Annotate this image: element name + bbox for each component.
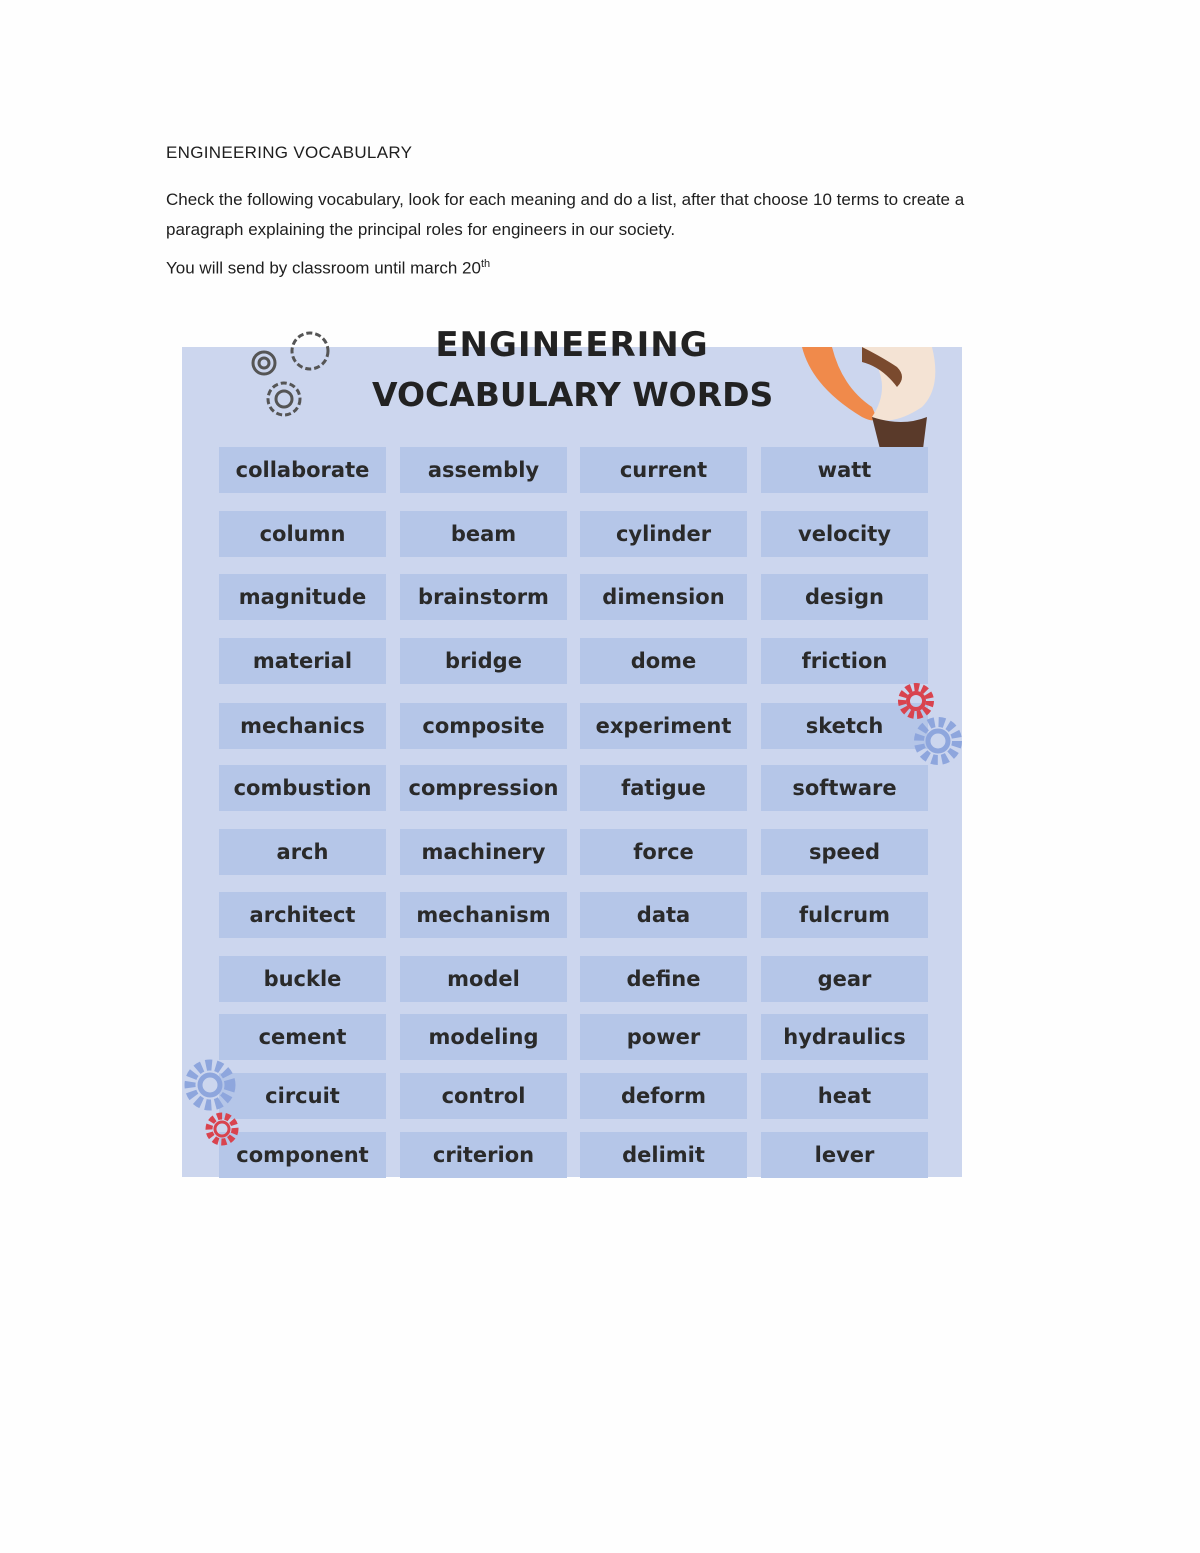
vocabulary-word-tile: combustion [219,765,386,811]
vocabulary-word-tile: cement [219,1014,386,1060]
vocabulary-word-tile: magnitude [219,574,386,620]
vocabulary-word-tile: buckle [219,956,386,1002]
vocabulary-word-tile: control [400,1073,567,1119]
vocabulary-word-tile: compression [400,765,567,811]
vocabulary-word-tile: hydraulics [761,1014,928,1060]
vocabulary-word-tile: mechanism [400,892,567,938]
vocabulary-grid [182,347,962,1177]
vocabulary-word-tile: power [580,1014,747,1060]
vocabulary-word-tile: bridge [400,638,567,684]
vocabulary-word-tile: fulcrum [761,892,928,938]
deadline-text: You will send by classroom until march 20 [166,258,481,278]
vocabulary-word-tile: fatigue [580,765,747,811]
vocabulary-word-tile: assembly [400,447,567,493]
poster-title-top: ENGINEERING [435,325,709,365]
vocabulary-word-tile: brainstorm [400,574,567,620]
vocabulary-word-tile: define [580,956,747,1002]
vocabulary-word-tile: material [219,638,386,684]
vocabulary-word-tile: modeling [400,1014,567,1060]
vocabulary-word-tile: arch [219,829,386,875]
instructions-paragraph: Check the following vocabulary, look for each meaning and do a list, after that choose 10 terms to create a paragraph explaining the principal roles for engineers in our society. [166,190,965,239]
blue-gear-bottom-icon [182,1055,242,1115]
vocabulary-word-tile: software [761,765,928,811]
vocabulary-word-tile: sketch [761,703,928,749]
vocabulary-word-tile: circuit [219,1073,386,1119]
vocabulary-word-tile: speed [761,829,928,875]
vocabulary-word-tile: velocity [761,511,928,557]
poster-title-main: VOCABULARY WORDS [372,375,774,414]
vocabulary-word-tile: heat [761,1073,928,1119]
vocabulary-word-tile: design [761,574,928,620]
vocabulary-word-tile: column [219,511,386,557]
vocabulary-word-tile: deform [580,1073,747,1119]
vocabulary-word-tile: architect [219,892,386,938]
vocabulary-word-tile: data [580,892,747,938]
vocabulary-word-tile: model [400,956,567,1002]
vocabulary-word-tile: gear [761,956,928,1002]
vocabulary-word-tile: current [580,447,747,493]
red-gear-bottom-icon [202,1109,242,1149]
document-heading: ENGINEERING VOCABULARY [166,143,413,162]
vocabulary-word-tile: mechanics [219,703,386,749]
vocabulary-word-tile: collaborate [219,447,386,493]
vocabulary-word-tile: cylinder [580,511,747,557]
vocabulary-word-tile: dome [580,638,747,684]
vocabulary-word-tile: delimit [580,1132,747,1178]
vocabulary-word-tile: force [580,829,747,875]
vocabulary-word-tile: watt [761,447,928,493]
vocabulary-word-tile: friction [761,638,928,684]
vocabulary-word-tile: lever [761,1132,928,1178]
vocabulary-word-tile: component [219,1132,386,1178]
vocabulary-word-tile: experiment [580,703,747,749]
vocabulary-word-tile: machinery [400,829,567,875]
vocabulary-word-tile: composite [400,703,567,749]
vocabulary-word-tile: criterion [400,1132,567,1178]
blue-gear-icon [910,713,966,769]
vocabulary-word-tile: dimension [580,574,747,620]
deadline-superscript: th [480,258,491,270]
deadline-line [166,258,490,279]
vocabulary-word-tile: beam [400,511,567,557]
vocabulary-poster [182,325,962,1177]
